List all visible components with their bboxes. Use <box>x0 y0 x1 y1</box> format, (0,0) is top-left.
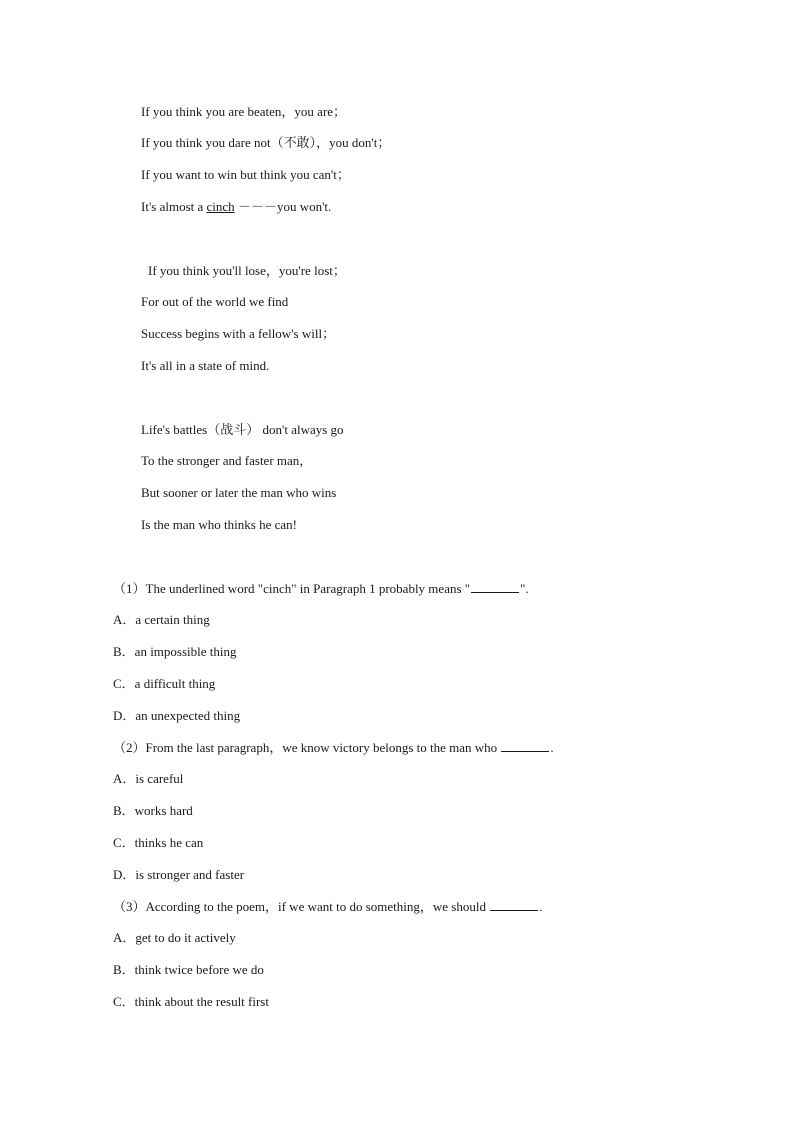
poem-text: －－－you won't. <box>234 199 332 214</box>
poem-line: For out of the world we find <box>141 294 289 309</box>
answer-option: B．think twice before we do <box>113 962 264 977</box>
answer-option: B．works hard <box>113 803 193 818</box>
poem-line: If you think you dare not（不敢），you don't； <box>141 135 391 150</box>
answer-option: B．an impossible thing <box>113 644 237 659</box>
answer-blank <box>471 581 519 593</box>
answer-blank <box>501 740 549 752</box>
poem-line: If you think you'll lose，you're lost； <box>148 263 346 278</box>
poem-line: To the stronger and faster man， <box>141 453 313 468</box>
answer-option: D．an unexpected thing <box>113 708 241 723</box>
poem-line: It's all in a state of mind. <box>141 358 270 373</box>
answer-option: A．is careful <box>113 771 184 786</box>
poem-line: Life's battles（战斗） don't always go <box>141 422 344 437</box>
question-text: . <box>539 899 543 914</box>
poem-line: But sooner or later the man who wins <box>141 485 337 500</box>
question-text: （3）According to the poem，if we want to do something，we should <box>113 899 486 914</box>
answer-option: A．get to do it actively <box>113 930 236 945</box>
question-text: ". <box>520 581 529 596</box>
poem-line: If you want to win but think you can't； <box>141 167 350 182</box>
poem-line <box>141 199 331 215</box>
answer-option: C．think about the result first <box>113 994 269 1009</box>
question-text: （2）From the last paragraph，we know victory belongs to the man who <box>113 740 498 755</box>
answer-option: A．a certain thing <box>113 612 210 627</box>
underlined-word: cinch <box>206 199 235 214</box>
question-stem <box>113 740 554 756</box>
answer-blank <box>490 899 538 911</box>
poem-line: If you think you are beaten，you are； <box>141 104 347 119</box>
question-stem <box>113 581 529 597</box>
question-text: . <box>550 740 554 755</box>
question-stem <box>113 899 542 915</box>
answer-option: C．a difficult thing <box>113 676 216 691</box>
poem-text: It's almost a <box>141 199 207 214</box>
answer-option: D．is stronger and faster <box>113 867 245 882</box>
question-text: （1）The underlined word "cinch" in Paragraph 1 probably means " <box>113 581 471 596</box>
answer-option: C．thinks he can <box>113 835 204 850</box>
poem-line: Success begins with a fellow's will； <box>141 326 336 341</box>
poem-line: Is the man who thinks he can! <box>141 517 297 532</box>
